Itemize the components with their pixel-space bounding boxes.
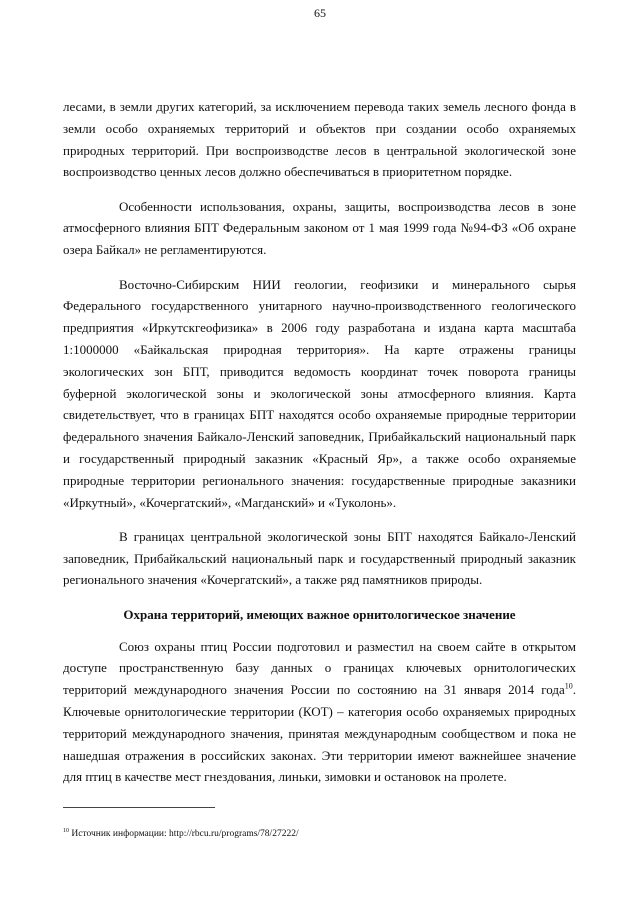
footnote-divider bbox=[63, 807, 215, 808]
paragraph-central-zone: В границах центральной экологической зоны БПТ находятся Байкало-Ленский заповедник, Прибайкальский национальный парк и государственный природный заказник регионального значения «Кочергатский», а также ряд памятников природы. bbox=[63, 528, 576, 588]
footnote-number: 10 bbox=[63, 828, 69, 834]
paragraph-bird-areas bbox=[63, 636, 576, 789]
footnote-text: Источник информации: http://rbcu.ru/programs/78/27222/ bbox=[69, 829, 299, 840]
paragraph-bird-areas-part1: Союз охраны птиц России подготовил и разместил на своем сайте в открытом доступе пространственную базу данных о границах ключевых орнитологических территорий международного значения России по состоянию на 31 января 2014 года bbox=[63, 638, 576, 698]
footnote-reference[interactable]: 10 bbox=[564, 681, 573, 691]
footnote bbox=[63, 825, 576, 841]
paragraph-bird-areas-part2: . Ключевые орнитологические территории (КОТ) – категория особо охраняемых природных территорий международного значения, принятая международным сообществом и пока не нашедшая отражения в российских законах. Эти территории имеют важнейшее значение для птиц в качестве мест гнездования, линьки, зимовки и остановок на пролете. bbox=[63, 682, 576, 785]
section-heading: Охрана территорий, имеющих важное орнитологическое значение bbox=[123, 606, 516, 622]
paragraph-atmospheric-zone: Особенности использования, охраны, защиты, воспроизводства лесов в зоне атмосферного влияния БПТ Федеральным законом от 1 мая 1999 года №94-ФЗ «Об охране озера Байкал» не регламентируются. bbox=[63, 198, 576, 258]
paragraph-forest-reproduction: лесами, в земли других категорий, за исключением перевода таких земель лесного фонда в земли особо охраняемых территорий и объектов при создании особо охраняемых природных территорий. При воспроизводстве лесов в центральной экологической зоне воспроизводство ценных лесов должно обеспечиваться в приоритетном порядке. bbox=[63, 99, 576, 180]
page-number: 65 bbox=[314, 6, 326, 20]
paragraph-geology-map: Восточно-Сибирским НИИ геологии, геофизики и минерального сырья Федерального государственного унитарного научно-производственного геологического предприятия «Иркутскгеофизика» в 2006 году разработана и издана карта масштаба 1:1000000 «Байкальская природная территория». На карте отражены границы экологических зон БПТ, приводится ведомость координат точек поворота границы буферной экологической зоны и экологической зоны атмосферного влияния. Карта свидетельствует, что в границах БПТ находятся особо охраняемые природные территории федерального значения Байкало-Ленский заповедник, Прибайкальский национальный парк и государственный природный заказник «Красный Яр», а также особо охраняемые природные территории регионального значения: государственные природные заказники «Иркутный», «Кочергатский», «Магданский» и «Туколонь». bbox=[63, 276, 576, 510]
document-body bbox=[63, 96, 576, 801]
